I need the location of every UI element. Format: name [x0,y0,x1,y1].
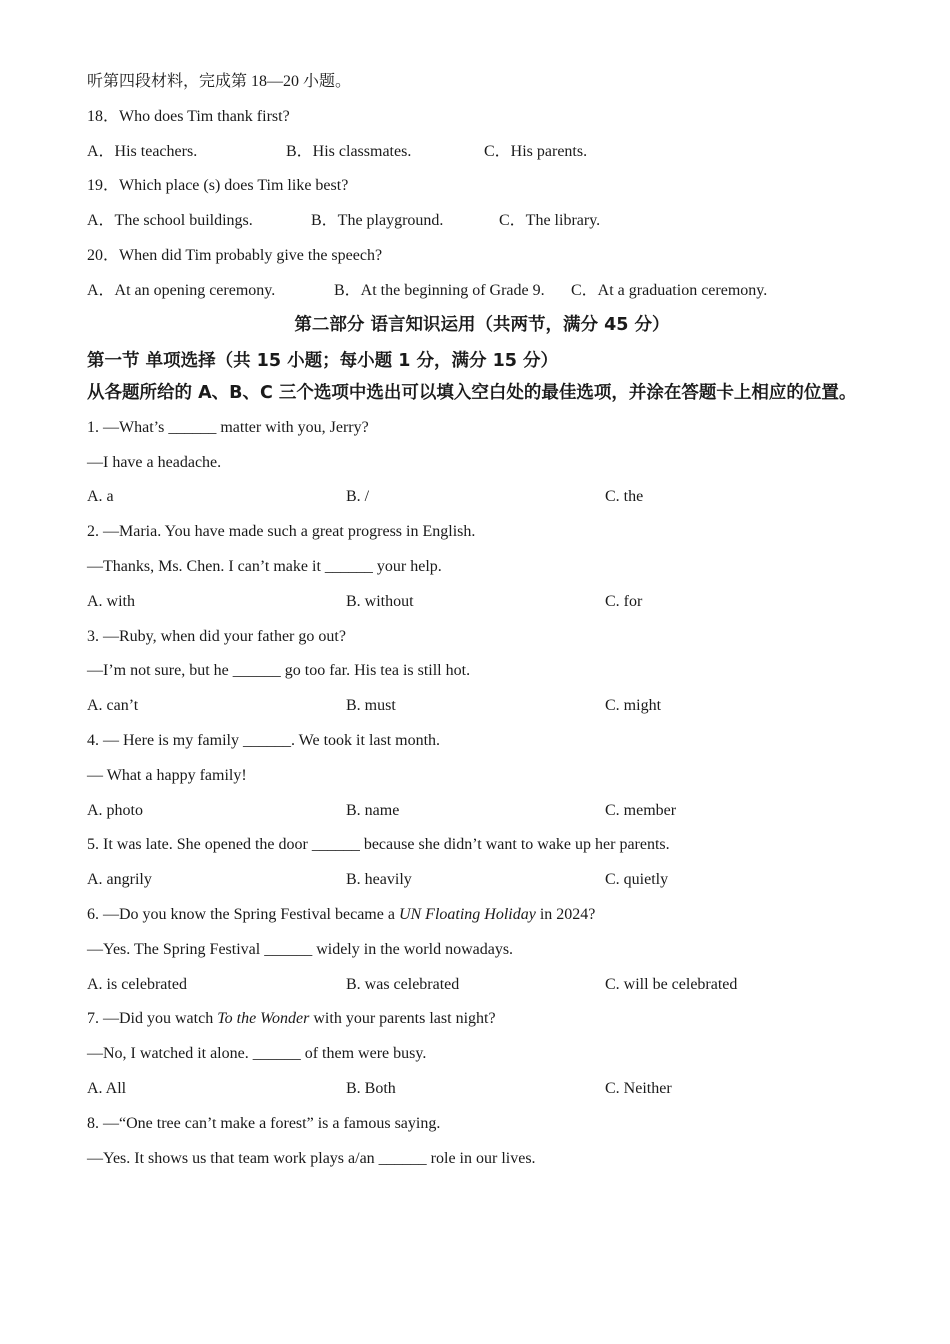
question-6-line-1 [87,905,877,925]
section-instruction: 从各题所给的 A、B、C 三个选项中选出可以填入空白处的最佳选项，并涂在答题卡上相应的位置。 [87,382,857,403]
option-a: A. All [87,1079,127,1097]
q6-italic-title: UN Floating Holiday [398,905,536,923]
option-a: A. angrily [87,871,152,889]
option-a: A．The school buildings. [87,212,253,230]
option-a: A. a [87,488,114,506]
question-5-line-1: 5. It was late. She opened the door ______ because she didn’t want to wake up her parents. [87,836,670,854]
option-c: C. for [605,592,643,610]
question-20-options [87,281,877,301]
part-two-title: 第二部分 语言知识运用（共两节，满分 45 分） [294,314,670,335]
option-b: B. without [346,592,414,610]
option-b: B. was celebrated [346,975,460,993]
option-a: A. photo [87,801,143,819]
option-a: A. with [87,592,135,610]
exam-page [87,72,877,1169]
question-18-stem: 18．Who does Tim thank first? [87,107,290,125]
option-c: C. quietly [605,871,669,889]
option-c: C. Neither [605,1079,672,1097]
question-18-options [87,142,877,162]
question-4-line-1: 4. — Here is my family ______. We took it last month. [87,731,441,749]
question-7-line-1 [87,1009,877,1029]
option-c: C. will be celebrated [605,975,738,993]
q6-text-pre: 6. —Do you know the Spring Festival became a [87,905,399,923]
option-a: A. can’t [87,697,139,715]
question-2-line-1: 2. —Maria. You have made such a great progress in English. [87,523,476,541]
option-b: B. / [346,488,370,506]
question-3-options [87,696,877,716]
q7-text-post: with your parents last night? [309,1010,496,1028]
option-a: A. is celebrated [87,975,187,993]
question-19-stem: 19．Which place (s) does Tim like best? [87,177,349,195]
option-b: B. must [346,697,396,715]
q6-text-post: in 2024? [535,905,596,923]
q7-italic-title: To the Wonder [217,1010,310,1028]
question-5-options [87,870,877,890]
option-a: A．His teachers. [87,142,198,160]
option-c: C．The library. [499,212,601,230]
option-a: A．At an opening ceremony. [87,281,276,299]
question-1-options [87,487,877,507]
question-3-line-1: 3. —Ruby, when did your father go out? [87,627,346,645]
option-b: B. name [346,801,400,819]
option-b: B．The playground. [311,212,444,230]
option-c: C．At a graduation ceremony. [571,281,768,299]
option-b: B. heavily [346,871,412,889]
listening-intro: 听第四段材料，完成第 18—20 小题。 [87,73,352,90]
question-20-stem: 20．When did Tim probably give the speech? [87,246,383,264]
option-c: C．His parents. [484,142,588,160]
question-6-options [87,975,877,995]
question-8-line-2: —Yes. It shows us that team work plays a/an ______ role in our lives. [87,1149,536,1167]
question-2-line-2: —Thanks, Ms. Chen. I can’t make it ______ your help. [87,557,442,575]
section-one-title: 第一节 单项选择（共 15 小题；每小题 1 分，满分 15 分） [87,350,559,371]
question-7-line-2: —No, I watched it alone. ______ of them were busy. [87,1045,427,1063]
option-c: C. might [605,697,662,715]
question-3-line-2: —I’m not sure, but he ______ go too far. His tea is still hot. [87,662,471,680]
option-b: B．His classmates. [286,142,412,160]
question-4-options [87,801,877,821]
question-2-options [87,592,877,612]
question-4-line-2: — What a happy family! [87,766,247,784]
q7-text-pre: 7. —Did you watch [87,1010,218,1028]
question-8-line-1: 8. —“One tree can’t make a forest” is a famous saying. [87,1114,441,1132]
question-7-options [87,1079,877,1099]
question-19-options [87,211,877,231]
option-b: B. Both [346,1079,396,1097]
question-6-line-2: —Yes. The Spring Festival ______ widely in the world nowadays. [87,940,514,958]
option-c: C. the [605,488,644,506]
option-b: B．At the beginning of Grade 9. [334,281,545,299]
option-c: C. member [605,801,677,819]
question-1-line-1: 1. —What’s ______ matter with you, Jerry? [87,418,369,436]
question-1-line-2: —I have a headache. [87,453,222,471]
